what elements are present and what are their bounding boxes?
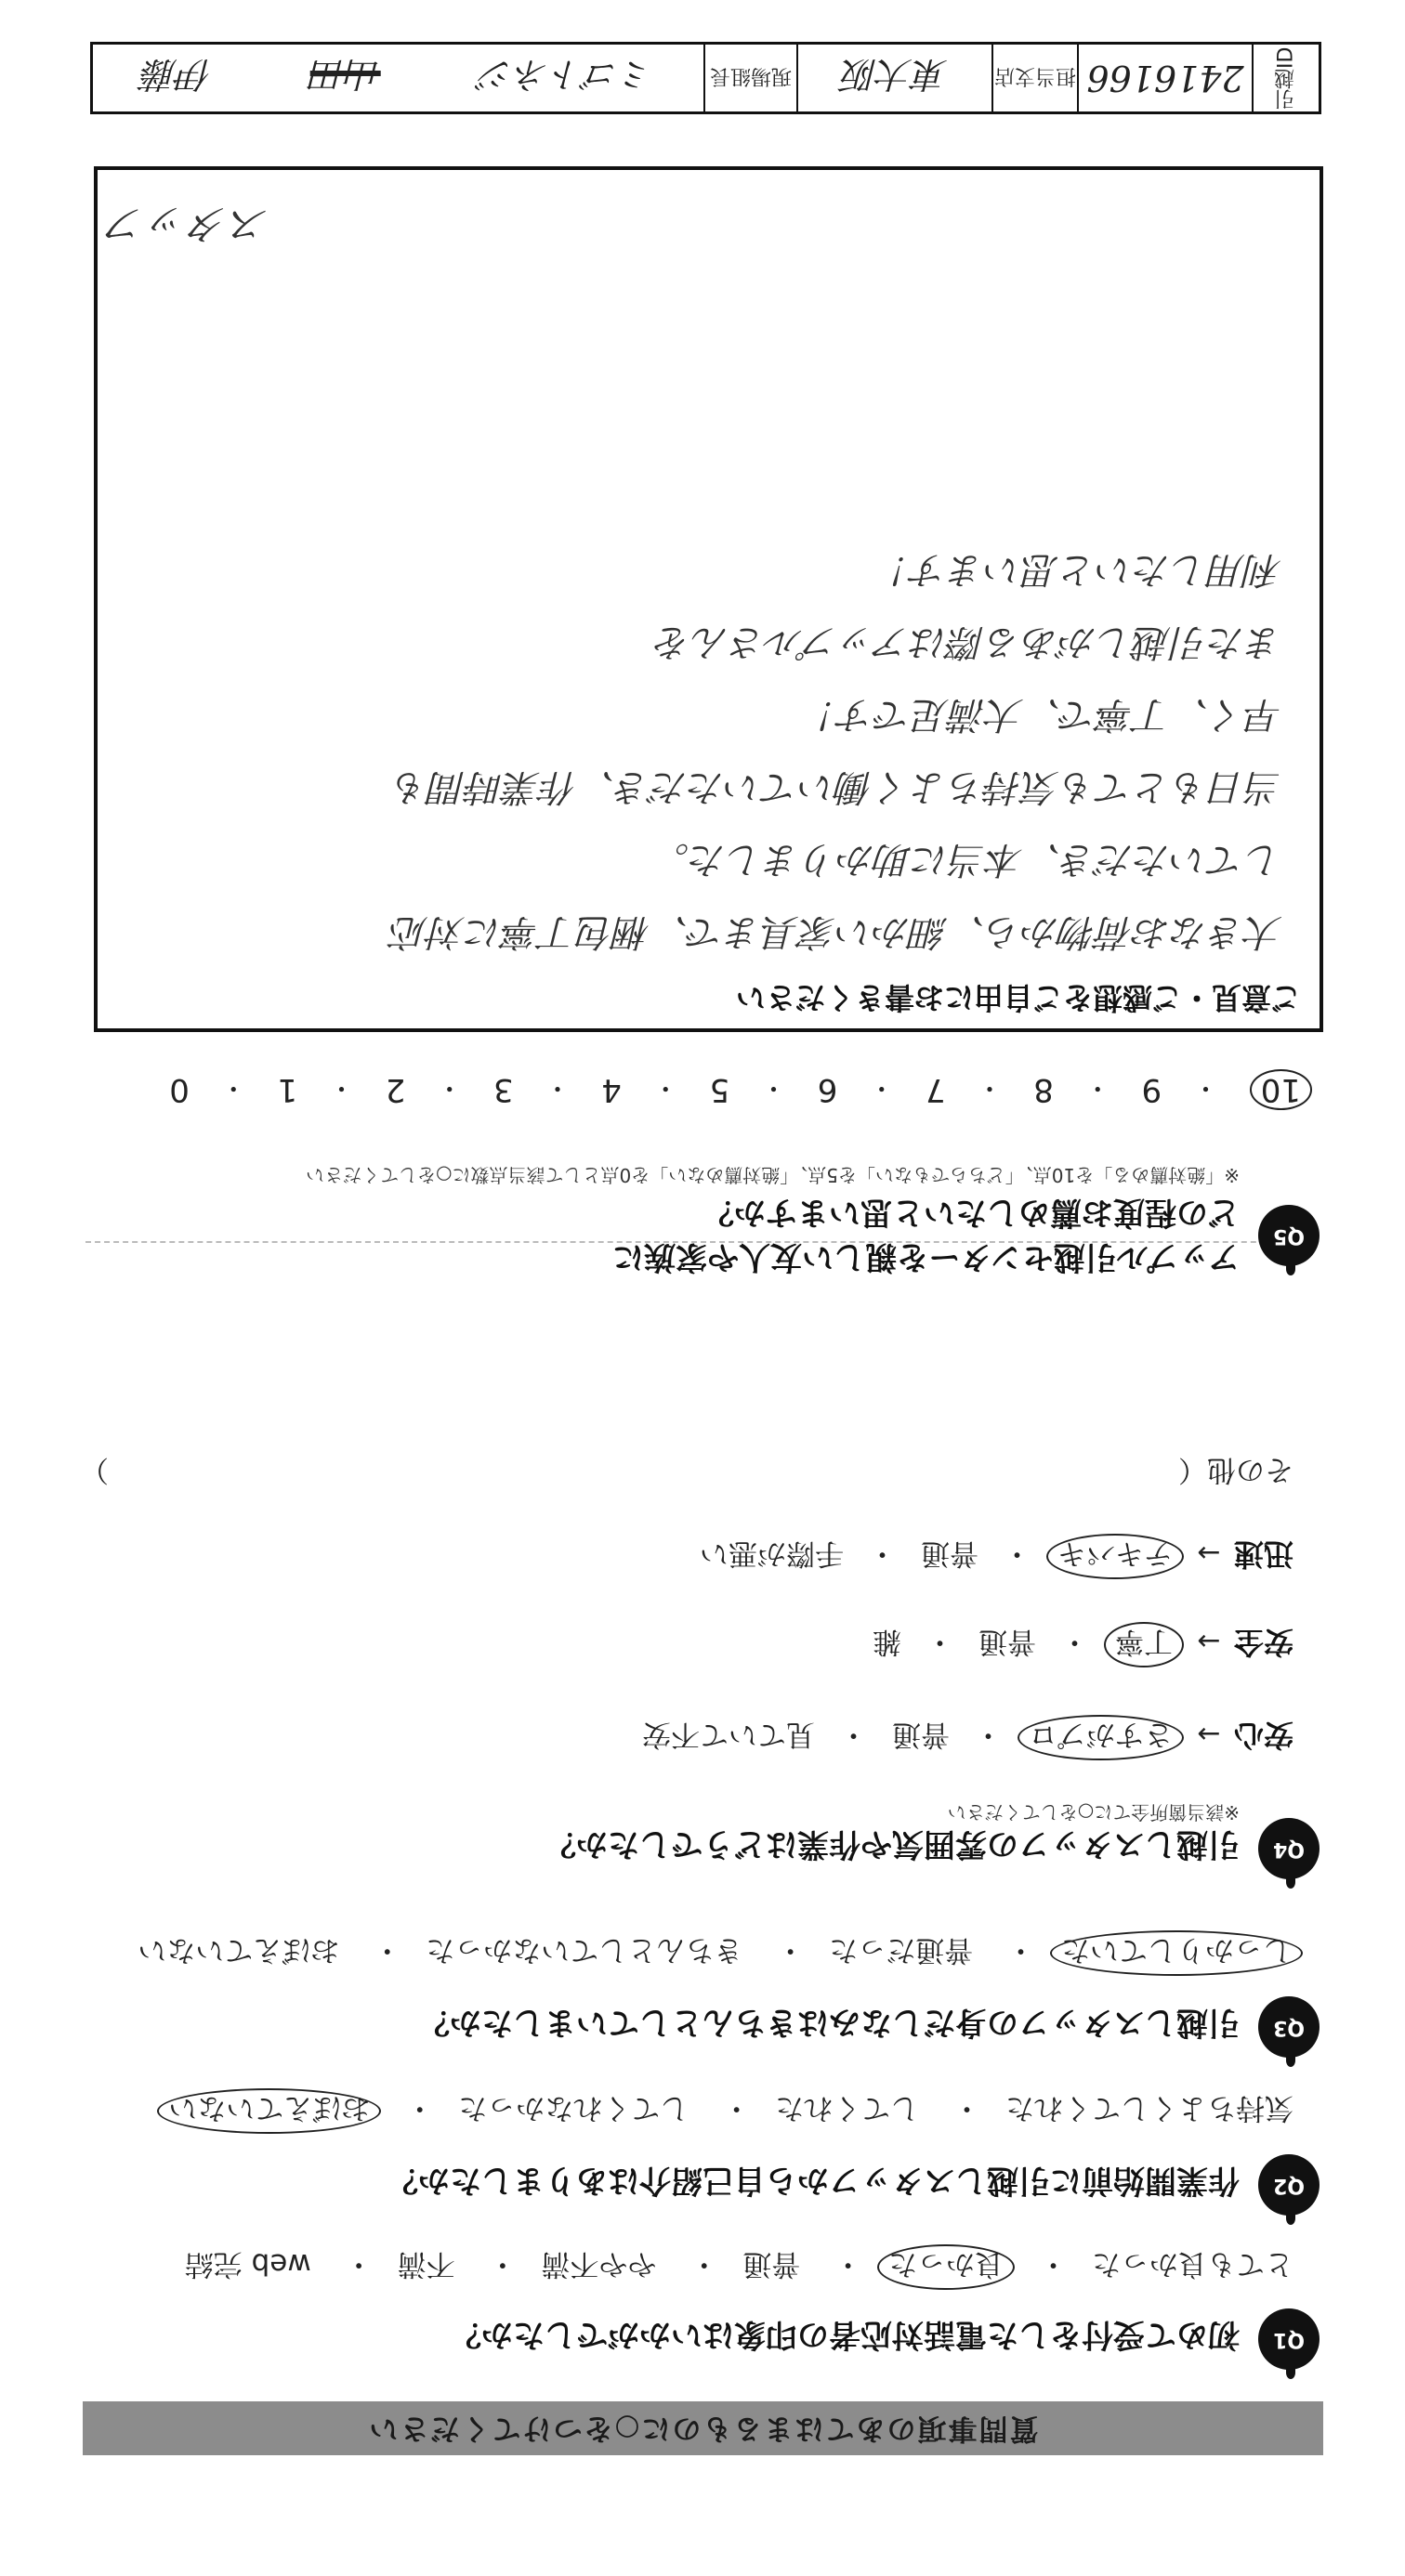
q2-badge-icon: Q2 bbox=[1258, 2154, 1320, 2216]
q5-question-line1: アップル引越センターを親しい友人や家族に bbox=[612, 1238, 1240, 1275]
q1-option-selected[interactable]: 良かった bbox=[877, 2244, 1015, 2290]
q4-badge-icon: Q4 bbox=[1258, 1818, 1320, 1879]
comment-line: 大きなお荷物から、細かい家具まで、梱包丁寧に対応 bbox=[390, 910, 1282, 953]
q1-option[interactable]: やや不満 bbox=[541, 2247, 657, 2281]
q1-badge-icon: Q1 bbox=[1258, 2308, 1320, 2370]
q5-note: ※「絶対薦める」を10点、「どちらでもない」を5点、「絶対薦めない」を0点として該当点数に○をしてください bbox=[306, 1164, 1240, 1186]
meta-table bbox=[90, 42, 1321, 114]
leader-label-cell bbox=[703, 45, 796, 111]
q3-question: 引越しスタッフの身だしなみはきちんとしていましたか？ bbox=[418, 2004, 1240, 2041]
q4-row-anshin: 安心 → さすがプロ・普通・見ていて不安 bbox=[642, 1716, 1293, 1759]
q5-scale: 10 ・ 9 ・ 8 ・ 7 ・ 6 ・ 5 ・ 4 ・ 3 ・ 2 ・ 1 ・ 0 bbox=[169, 1066, 1312, 1113]
comment-signature: スタッフ bbox=[106, 200, 269, 247]
q2-option-selected[interactable]: おぼえていない bbox=[157, 2088, 381, 2134]
q5-scale-selected[interactable]: 10 bbox=[1250, 1069, 1312, 1110]
q4-option[interactable]: 雑 bbox=[873, 1625, 902, 1658]
q1-option[interactable]: web 完結 bbox=[184, 2247, 311, 2281]
q5-scale-value[interactable]: 0 bbox=[169, 1071, 190, 1108]
q4-row-label: 安全 bbox=[1233, 1625, 1293, 1660]
q3-option-selected[interactable]: しっかりしていた bbox=[1050, 1930, 1303, 1976]
q5-scale-value[interactable]: 2 bbox=[385, 1071, 406, 1108]
comment-box[interactable] bbox=[94, 166, 1323, 1032]
q4-row-label: 安心 bbox=[1233, 1718, 1293, 1753]
q5-badge-icon: Q5 bbox=[1258, 1205, 1320, 1266]
q5-scale-value[interactable]: 1 bbox=[277, 1071, 298, 1108]
q3-option[interactable]: 普通だった bbox=[829, 1933, 974, 1967]
q1-question: 初めて受付をした電話対応者の印象はいかがでしたか？ bbox=[450, 2316, 1240, 2353]
q4-option[interactable]: 普通 bbox=[978, 1625, 1037, 1658]
instruction-header bbox=[83, 2401, 1323, 2455]
q5-scale-value[interactable]: 3 bbox=[492, 1071, 514, 1108]
q5-scale-value[interactable]: 5 bbox=[709, 1071, 730, 1108]
move-id-label: 引越ID bbox=[1274, 46, 1298, 110]
arrow-icon: → bbox=[1179, 1625, 1229, 1657]
q2-option[interactable]: 気持ちよくしてくれた bbox=[1005, 2091, 1293, 2125]
q4-option[interactable]: 普通 bbox=[921, 1536, 979, 1570]
move-id-value: 2416166 bbox=[1086, 58, 1244, 98]
branch-label-cell bbox=[991, 45, 1077, 111]
q4-question: 引越しスタッフの雰囲気や作業はどうでしたか？ bbox=[545, 1825, 1240, 1863]
q3-badge-icon: Q3 bbox=[1258, 1996, 1320, 2058]
move-id-label-cell bbox=[1252, 45, 1319, 111]
q1-option[interactable]: とても良かった bbox=[1092, 2247, 1293, 2281]
comment-line: また引越しがある際はアップルさんを bbox=[654, 621, 1282, 663]
leader-value-cell bbox=[93, 45, 703, 111]
q4-row-label: 迅速 bbox=[1233, 1536, 1293, 1572]
branch-label: 担当支店 bbox=[994, 64, 1077, 88]
q2-option[interactable]: してくれなかった bbox=[458, 2091, 689, 2125]
q5-scale-value[interactable]: 7 bbox=[925, 1071, 946, 1108]
q5-scale-value[interactable]: 4 bbox=[601, 1071, 622, 1108]
q3-option[interactable]: おぼえていない bbox=[138, 1933, 340, 1967]
leader-value: ミゴトネジ bbox=[478, 54, 655, 96]
branch-value: 東大阪 bbox=[842, 54, 949, 96]
q4-row-anzen: 安全 → 丁寧・普通・雑 bbox=[873, 1623, 1293, 1666]
leader-label: 現場組長 bbox=[710, 64, 793, 88]
branch-value-cell bbox=[796, 45, 991, 111]
q5-scale-value[interactable]: 8 bbox=[1033, 1071, 1054, 1108]
q2-question: 作業開始前に引越しスタッフから自己紹介はありましたか？ bbox=[387, 2162, 1240, 2199]
instruction-text: 質問事項のあてはまるものに○をつけてください bbox=[367, 2412, 1039, 2445]
q4-option-selected[interactable]: テキパキ bbox=[1046, 1534, 1184, 1579]
q4-note: ※該当箇所全てに○をしてください bbox=[947, 1801, 1240, 1824]
move-id-value-cell bbox=[1077, 45, 1252, 111]
q1-options: とても良かった・ 良かった・ 普通・ やや不満・ 不満・ web 完結 bbox=[185, 2246, 1293, 2288]
comment-line: 利用したいと思います！ bbox=[873, 548, 1282, 591]
comment-line: 早く、丁寧で、大満足です！ bbox=[800, 693, 1282, 736]
q1-option[interactable]: 不満 bbox=[397, 2247, 455, 2281]
q4-option[interactable]: 普通 bbox=[892, 1718, 951, 1751]
q5-scale-value[interactable]: 9 bbox=[1141, 1071, 1162, 1108]
q4-option[interactable]: 手際が悪い bbox=[700, 1536, 845, 1570]
comment-line: 当日もとても気持ちよく働いていただき、作業時間も bbox=[391, 765, 1282, 808]
q4-other-close: ） bbox=[80, 1453, 109, 1486]
crew-struck-value: 山田 bbox=[309, 54, 381, 96]
q3-options: しっかりしていた・ 普通だった・ きちんとしていなかった・ おぼえていない bbox=[138, 1932, 1293, 1974]
q4-option[interactable]: 見ていて不安 bbox=[642, 1718, 816, 1751]
q1-option[interactable]: 普通 bbox=[742, 2247, 801, 2281]
q4-option-selected[interactable]: さすがプロ bbox=[1018, 1715, 1184, 1760]
comment-line: していただき、本当に助かりました。 bbox=[651, 838, 1282, 881]
q4-row-jinsoku: 迅速 → テキパキ・普通・手際が悪い bbox=[700, 1535, 1293, 1577]
comment-title: ご意見・ご感想をご自由にお書きください bbox=[735, 980, 1301, 1015]
q4-other-label: その他（ bbox=[1178, 1453, 1293, 1486]
q2-option[interactable]: してくれた bbox=[775, 2091, 920, 2125]
arrow-icon: → bbox=[1179, 1718, 1229, 1750]
arrow-icon: → bbox=[1179, 1536, 1229, 1569]
crew-value: 伊藤 bbox=[141, 54, 213, 96]
q5-scale-value[interactable]: 6 bbox=[817, 1071, 838, 1108]
q5-question-line2: どの程度お薦めしたいと思いますか？ bbox=[702, 1194, 1240, 1231]
q2-options: 気持ちよくしてくれた・ してくれた・ してくれなかった・ おぼえていない bbox=[166, 2090, 1293, 2132]
q4-option-selected[interactable]: 丁寧 bbox=[1104, 1622, 1184, 1667]
q3-option[interactable]: きちんとしていなかった bbox=[426, 1933, 743, 1967]
